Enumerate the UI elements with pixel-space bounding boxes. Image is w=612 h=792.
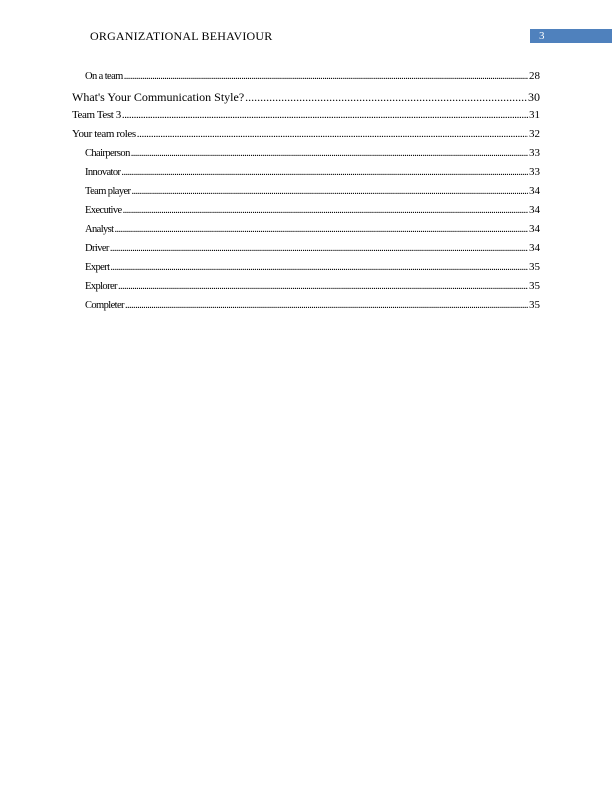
toc-entry-page: 30 [528, 90, 540, 104]
toc-entry-your-team-roles[interactable] [72, 128, 540, 144]
toc-entry-analyst[interactable] [85, 223, 540, 239]
toc-entry-page: 32 [529, 128, 540, 140]
toc-entry-team-test-3[interactable] [72, 109, 540, 125]
toc-entry-page: 31 [529, 109, 540, 121]
toc-entry-page: 28 [529, 70, 540, 82]
toc-entry-label: Innovator [85, 167, 121, 178]
toc-entry-page: 34 [529, 185, 540, 197]
toc-dot-leader [245, 90, 527, 105]
toc-entry-label: What's Your Communication Style? [72, 90, 245, 104]
toc-entry-expert[interactable] [85, 261, 540, 277]
toc-entry-page: 34 [529, 223, 540, 235]
toc-dot-leader [110, 262, 528, 273]
toc-entry-innovator[interactable] [85, 166, 540, 182]
toc-entry-page: 35 [529, 280, 540, 292]
toc-entry-page: 33 [529, 166, 540, 178]
toc-entry-team-player[interactable] [85, 185, 540, 201]
toc-entry-label: Team player [85, 186, 131, 197]
toc-dot-leader [114, 224, 528, 235]
toc-entry-label: Driver [85, 243, 109, 254]
toc-entry-label: Executive [85, 205, 122, 216]
toc-entry-chairperson[interactable] [85, 147, 540, 163]
toc-entry-label: Completer [85, 300, 124, 311]
page-number-badge [530, 29, 612, 43]
toc-entry-label: Expert [85, 262, 110, 273]
toc-dot-leader [110, 243, 528, 254]
toc-entry-label: On a team [85, 71, 123, 82]
toc-entry-executive[interactable] [85, 204, 540, 220]
toc-entry-label: Explorer [85, 281, 117, 292]
toc-entry-label: Analyst [85, 224, 114, 235]
toc-entry-page: 34 [529, 242, 540, 254]
toc-dot-leader [123, 205, 528, 216]
running-header-title: ORGANIZATIONAL BEHAVIOUR [90, 29, 273, 43]
toc-entry-page: 35 [529, 261, 540, 273]
toc-entry-explorer[interactable] [85, 280, 540, 296]
toc-dot-leader [122, 109, 528, 121]
toc-entry-completer[interactable] [85, 299, 540, 315]
toc-entry-label: Chairperson [85, 148, 130, 159]
toc-entry-page: 35 [529, 299, 540, 311]
toc-dot-leader [137, 128, 528, 140]
toc-dot-leader [121, 167, 528, 178]
toc-dot-leader [131, 148, 528, 159]
toc-entry-label: Team Test 3 [72, 109, 121, 121]
toc-entry-page: 33 [529, 147, 540, 159]
toc-dot-leader [118, 281, 528, 292]
toc-entry-driver[interactable] [85, 242, 540, 258]
page-number: 3 [539, 30, 545, 42]
toc-entry-label: Your team roles [72, 128, 136, 140]
toc-dot-leader [124, 71, 528, 82]
toc-entry-on-a-team[interactable] [85, 70, 540, 86]
toc-dot-leader [131, 186, 528, 197]
toc-dot-leader [125, 300, 528, 311]
toc-entry-page: 34 [529, 204, 540, 216]
toc-entry-communication-style[interactable] [72, 90, 540, 106]
